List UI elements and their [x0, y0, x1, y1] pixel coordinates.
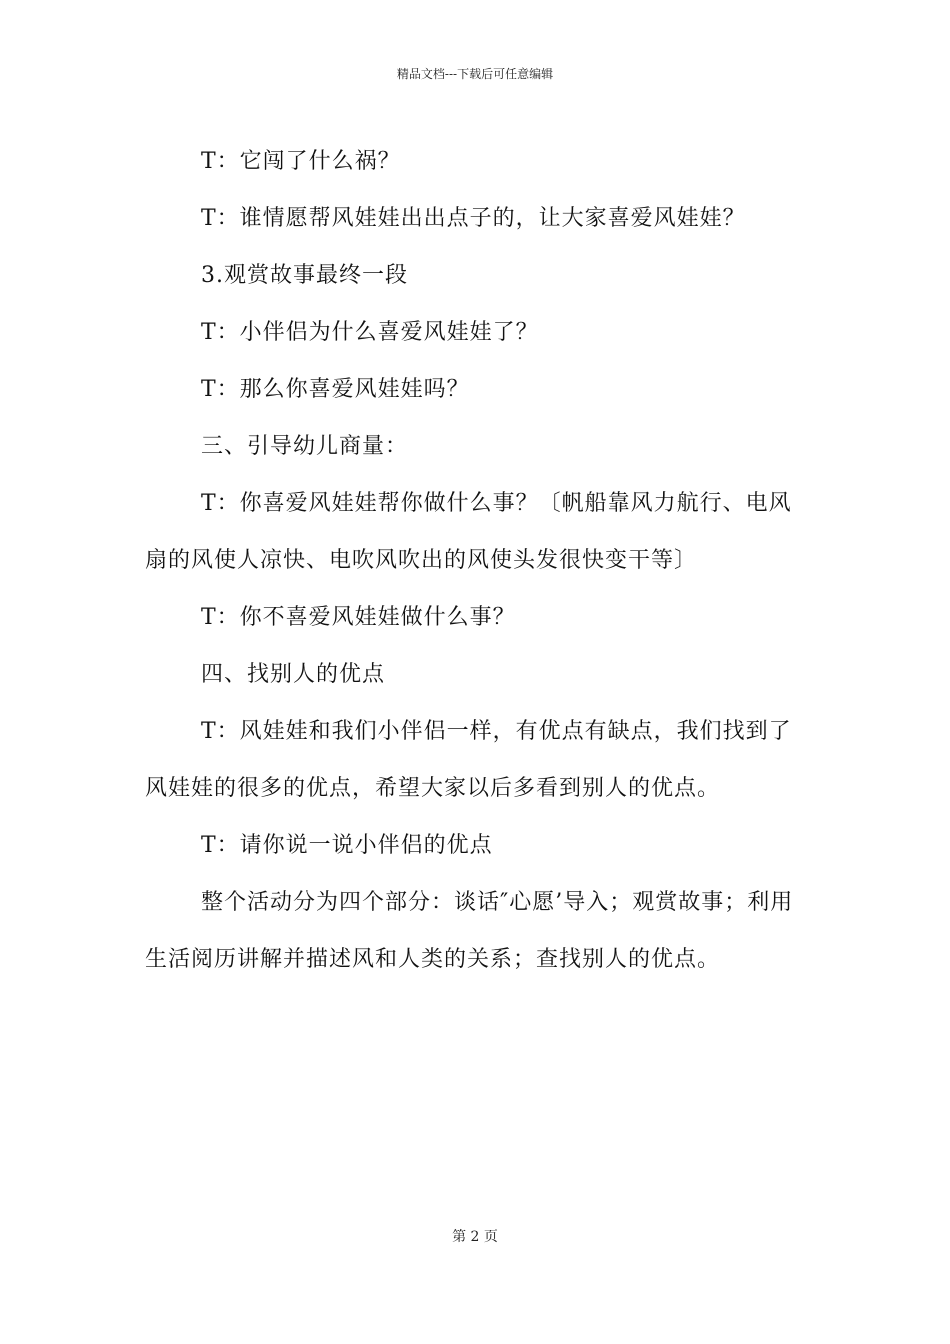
page-number: 第 2 页 — [452, 1229, 498, 1245]
paragraph-question-trouble: T：它闯了什么祸？ — [201, 149, 401, 174]
paragraph-question-friend-strengths: T：请你说一说小伴侣的优点 — [201, 833, 493, 858]
document-body — [145, 133, 810, 988]
paragraph-step-3-heading: 3.观赏故事最终一段 — [201, 263, 408, 288]
paragraph-question-why-like: T：小伴侣为什么喜爱风娃娃了？ — [201, 320, 539, 345]
section-heading-find-strengths: 四、找别人的优点 — [201, 662, 386, 687]
paragraph-strengths-summary: T：风娃娃和我们小伴侣一样，有优点有缺点，我们找到了风娃娃的很多的优点，希望大家以后多看到别人的优点。 — [145, 719, 792, 801]
paragraph-activity-summary: 整个活动分为四个部分：谈话″心愿’导入；观赏故事；利用生活阅历讲解并描述风和人类的关系；查找别人的优点。 — [145, 890, 794, 972]
paragraph-question-helpful-wind: T：你喜爱风娃娃帮你做什么事？〔帆船靠风力航行、电风扇的风使人凉快、电吹风吹出的风使头发很快变干等〕 — [145, 491, 792, 573]
paragraph-question-unwanted-wind: T：你不喜爱风娃娃做什么事？ — [201, 605, 516, 630]
page-header: 精品文档---下载后可任意编辑 — [396, 67, 554, 81]
section-heading-discussion: 三、引导幼儿商量： — [201, 434, 409, 459]
paragraph-question-do-you-like: T：那么你喜爱风娃娃吗？ — [201, 377, 470, 402]
paragraph-question-ideas: T：谁情愿帮风娃娃出出点子的，让大家喜爱风娃娃？ — [201, 206, 746, 231]
